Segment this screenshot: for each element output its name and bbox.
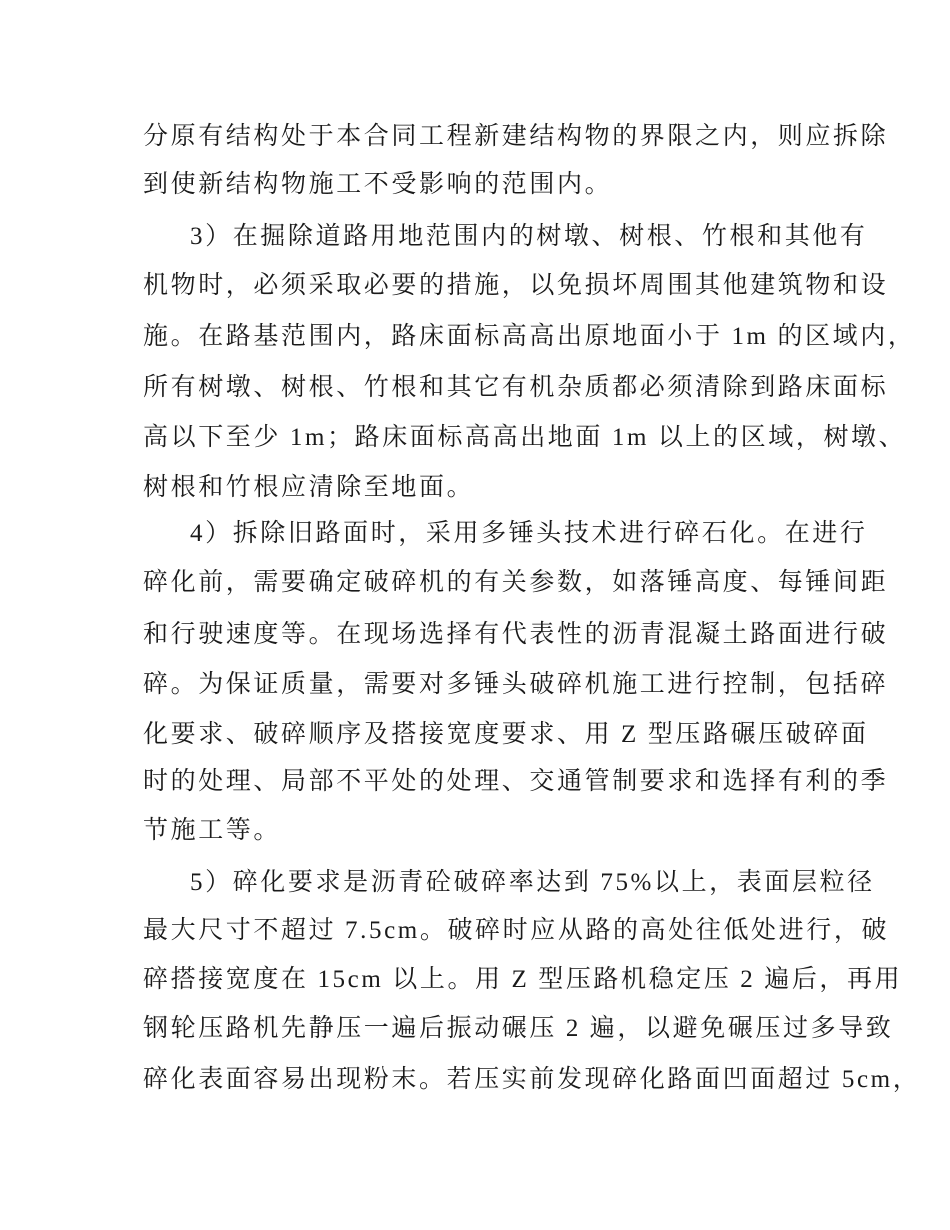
- text-line-4: 机物时，必须采取必要的措施，以免损坏周围其他建筑物和设: [143, 272, 889, 299]
- paragraph-4-line-1: 4）拆除旧路面时，采用多锤头技术进行碎石化。在进行: [190, 520, 868, 547]
- text-line-18: 碎搭接宽度在 15cm 以上。用 Z 型压路机稳定压 2 遍后，再用: [143, 966, 903, 993]
- paragraph-3-line-1: 3）在掘除道路用地范围内的树墩、树根、竹根和其他有: [190, 223, 868, 250]
- text-line-14: 时的处理、局部不平处的处理、交通管制要求和选择有利的季: [143, 768, 889, 795]
- text-line-2: 到使新结构物施工不受影响的范围内。: [143, 171, 613, 198]
- text-line-13: 化要求、破碎顺序及搭接宽度要求、用 Z 型压路碾压破碎面: [143, 721, 869, 748]
- text-line-6: 所有树墩、树根、竹根和其它有机杂质都必须清除到路床面标: [143, 374, 889, 401]
- text-line-8: 树根和竹根应清除至地面。: [143, 474, 475, 501]
- text-line-7: 高以下至少 1m；路床面标高高出地面 1m 以上的区域，树墩、: [143, 424, 907, 451]
- text-line-20: 碎化表面容易出现粉末。若压实前发现碎化路面凹面超过 5cm，: [143, 1066, 921, 1093]
- text-line-5: 施。在路基范围内，路床面标高高出原地面小于 1m 的区域内，: [143, 323, 916, 350]
- text-line-15: 节施工等。: [143, 817, 282, 844]
- paragraph-5-line-1: 5）碎化要求是沥青砼破碎率达到 75%以上，表面层粒径: [190, 869, 875, 896]
- text-line-10: 碎化前，需要确定破碎机的有关参数，如落锤高度、每锤间距: [143, 569, 889, 596]
- text-line-19: 钢轮压路机先静压一遍后振动碾压 2 遍，以避免碾压过多导致: [143, 1015, 894, 1042]
- text-line-11: 和行驶速度等。在现场选择有代表性的沥青混凝土路面进行破: [143, 621, 889, 648]
- text-line-17: 最大尺寸不超过 7.5cm。破碎时应从路的高处往低处进行，破: [143, 917, 890, 944]
- text-line-12: 碎。为保证质量，需要对多锤头破碎机施工进行控制，包括碎: [143, 671, 889, 698]
- text-line-1: 分原有结构处于本合同工程新建结构物的界限之内，则应拆除: [143, 123, 889, 150]
